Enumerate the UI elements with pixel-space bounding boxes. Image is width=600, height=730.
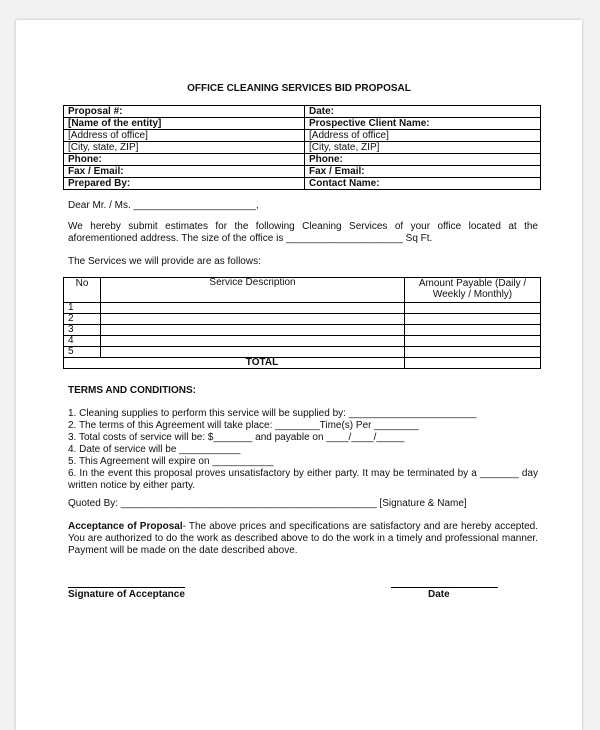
document-page <box>16 20 582 730</box>
header-left-cell: Phone: <box>64 154 305 166</box>
header-right-cell: Fax / Email: <box>305 166 541 178</box>
service-amount-cell <box>405 303 541 314</box>
service-row-number: 3 <box>64 325 101 336</box>
services-intro: The Services we will provide are as follows: <box>68 256 261 267</box>
service-row-number: 5 <box>64 347 101 358</box>
date-label: Date <box>428 589 450 600</box>
date-line <box>391 587 498 588</box>
signature-line <box>68 587 185 588</box>
terms-heading: TERMS AND CONDITIONS: <box>68 385 196 396</box>
service-amount-cell <box>405 347 541 358</box>
service-amount-cell <box>405 336 541 347</box>
service-row <box>64 314 541 325</box>
service-row-number: 2 <box>64 314 101 325</box>
term-item: 5. This Agreement will expire on ___________ <box>68 456 274 467</box>
service-row <box>64 336 541 347</box>
quoted-by-line: Quoted By: ______________________________________________ [Signature & Name] <box>68 498 467 509</box>
service-description-cell <box>101 303 405 314</box>
total-label: TOTAL <box>64 358 405 369</box>
salutation: Dear Mr. / Ms. ______________________, <box>68 200 259 211</box>
term-item: 2. The terms of this Agreement will take place: ________Time(s) Per ________ <box>68 420 419 431</box>
total-row <box>64 358 541 369</box>
header-left-cell: [Name of the entity] <box>64 118 305 130</box>
header-right-cell: [City, state, ZIP] <box>305 142 541 154</box>
signature-label: Signature of Acceptance <box>68 589 185 600</box>
document-title: OFFICE CLEANING SERVICES BID PROPOSAL <box>187 83 411 94</box>
header-left-cell: Proposal #: <box>64 106 305 118</box>
service-row <box>64 303 541 314</box>
service-row <box>64 325 541 336</box>
acceptance-heading: Acceptance of Proposal <box>68 521 183 532</box>
service-description-cell <box>101 325 405 336</box>
acceptance-text: - The above prices and specifications are satisfactory and are hereby accepted. You are authorized to do the work as described above to do the work in a timely and professional manner. Payment will be made on the date described above. <box>68 521 539 556</box>
header-left-cell: [City, state, ZIP] <box>64 142 305 154</box>
service-row-number: 1 <box>64 303 101 314</box>
header-left-cell: [Address of office] <box>64 130 305 142</box>
header-right-cell: Date: <box>305 106 541 118</box>
header-left-cell: Fax / Email: <box>64 166 305 178</box>
term-item: 6. In the event this proposal proves unsatisfactory by either party. It may be terminated by a _______ day written notice by either party. <box>68 468 538 491</box>
col-header-amount-line2: Weekly / Monthly) <box>432 289 513 300</box>
header-info-table <box>63 105 541 190</box>
col-header-description: Service Description <box>101 278 405 303</box>
acceptance-paragraph <box>68 521 538 557</box>
header-row <box>64 178 541 190</box>
header-left-cell: Prepared By: <box>64 178 305 190</box>
term-item: 4. Date of service will be ___________ <box>68 444 241 455</box>
header-row <box>64 166 541 178</box>
header-row <box>64 106 541 118</box>
service-description-cell <box>101 314 405 325</box>
header-row <box>64 118 541 130</box>
header-right-cell: [Address of office] <box>305 130 541 142</box>
term-item: 3. Total costs of service will be: $_______ and payable on ____/____/_____ <box>68 432 405 443</box>
col-header-no: No <box>64 278 101 303</box>
header-row <box>64 142 541 154</box>
col-header-amount <box>405 278 541 303</box>
total-amount-cell <box>405 358 541 369</box>
header-right-cell: Prospective Client Name: <box>305 118 541 130</box>
service-row-number: 4 <box>64 336 101 347</box>
col-header-amount-line1: Amount Payable (Daily / <box>418 278 527 289</box>
service-amount-cell <box>405 314 541 325</box>
header-right-cell: Contact Name: <box>305 178 541 190</box>
intro-paragraph: We hereby submit estimates for the following Cleaning Services of your office located at the aforementioned address. The size of the office is _____________________ Sq Ft. <box>68 221 538 244</box>
terms-list <box>68 408 538 492</box>
services-table <box>63 277 541 369</box>
service-description-cell <box>101 347 405 358</box>
service-description-cell <box>101 336 405 347</box>
service-row <box>64 347 541 358</box>
header-right-cell: Phone: <box>305 154 541 166</box>
service-amount-cell <box>405 325 541 336</box>
header-row <box>64 154 541 166</box>
term-item: 1. Cleaning supplies to perform this service will be supplied by: _______________________ <box>68 408 477 419</box>
header-row <box>64 130 541 142</box>
